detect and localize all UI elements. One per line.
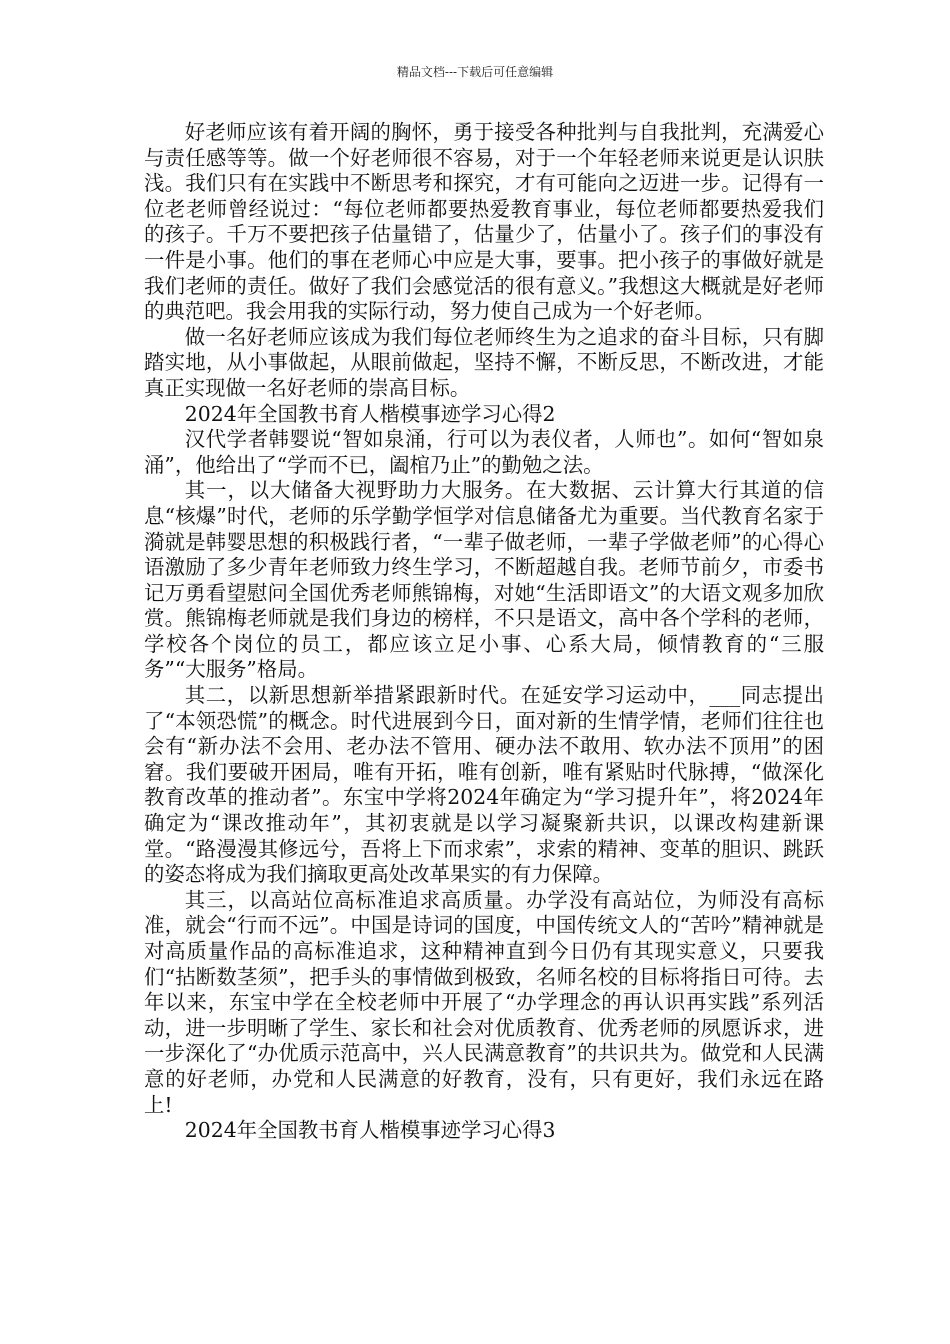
paragraph-goal: 做一名好老师应该成为我们每位老师终生为之追求的奋斗目标，只有脚踏实地，从小事做起，从眼前做起，坚持不懈，不断反思，不断改进，才能真正实现做一名好老师的崇高目标。 bbox=[144, 324, 824, 400]
document-body bbox=[144, 120, 824, 1144]
page-header: 精品文档---下载后可任意编辑 bbox=[396, 65, 554, 79]
paragraph-han-ying: 汉代学者韩婴说“智如泉涌，行可以为表仪者，人师也”。如何“智如泉涌”，他给出了“学而不已，阖棺乃止”的勤勉之法。 bbox=[144, 427, 824, 477]
section-title-2: 2024年全国教书育人楷模事迹学习心得2 bbox=[184, 401, 556, 426]
paragraph-point-three: 其三，以高站位高标准追求高质量。办学没有高站位，为师没有高标准，就会“行而不远”。中国是诗词的国度，中国传统文人的“苦吟”精神就是对高质量作品的高标准追求，这种精神直到今日仍有其现实意义，只要我们“拈断数茎须”，把手头的事情做到极致，名师名校的目标将指日可待。去年以来，东宝中学在全校老师中开展了“办学理念的再认识再实践”系列活动，进一步明晰了学生、家长和社会对优质教育、优秀老师的夙愿诉求，进一步深化了“办优质示范高中，兴人民满意教育”的共识共为。做党和人民满意的好老师，办党和人民满意的好教育，没有，只有更好，我们永远在路上! bbox=[144, 887, 824, 1117]
paragraph-point-two: 其二，以新思想新举措紧跟新时代。在延安学习运动中，___同志提出了“本领恐慌”的概念。时代进展到今日，面对新的生情学情，老师们往往也会有“新办法不会用、老办法不管用、硬办法不敢用、软办法不顶用”的困窘。我们要破开困局，唯有开拓，唯有创新，唯有紧贴时代脉搏，“做深化教育改革的推动者”。东宝中学将2024年确定为“学习提升年”，将2024年确定为“课改推动年”，其初衷就是以学习凝聚新共识，以课改构建新课堂。“路漫漫其修远兮，吾将上下而求索”，求索的精神、变革的胆识、跳跃的姿态将成为我们摘取更高处改革果实的有力保障。 bbox=[144, 683, 824, 887]
paragraph-point-one: 其一，以大储备大视野助力大服务。在大数据、云计算大行其道的信息“核爆”时代，老师的乐学勤学恒学对信息储备尤为重要。当代教育名家于漪就是韩婴思想的积极践行者，“一辈子做老师，一辈子学做老师”的心得心语激励了多少青年老师致力终生学习，不断超越自我。老师节前夕，市委书记万勇看望慰问全国优秀老师熊锦梅，对她“生活即语文”的大语文观多加欣赏。熊锦梅老师就是我们身边的榜样，不只是语文，高中各个学科的老师，学校各个岗位的员工，都应该立足小事、心系大局，倾情教育的“三服务”“大服务”格局。 bbox=[144, 478, 824, 682]
section-title-3: 2024年全国教书育人楷模事迹学习心得3 bbox=[184, 1118, 556, 1143]
paragraph-good-teacher: 好老师应该有着开阔的胸怀，勇于接受各种批判与自我批判，充满爱心与责任感等等。做一个好老师很不容易，对于一个年轻老师来说更是认识肤浅。我们只有在实践中不断思考和探究，才有可能向之迈进一步。记得有一位老老师曾经说过：“每位老师都要热爱教育事业，每位老师都要热爱我们的孩子。千万不要把孩子估量错了，估量少了，估量小了。孩子们的事没有一件是小事。他们的事在老师心中应是大事，要事。把小孩子的事做好就是我们老师的责任。做好了我们会感觉活的很有意义。”我想这大概就是好老师的典范吧。我会用我的实际行动，努力使自己成为一个好老师。 bbox=[144, 120, 824, 324]
